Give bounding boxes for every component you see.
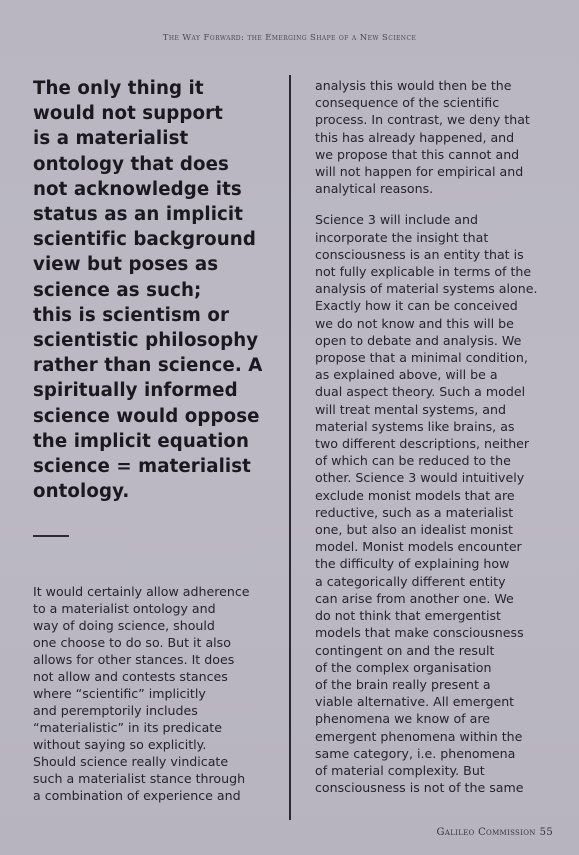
body-line: analysis this would then be the	[315, 78, 512, 93]
body-line: as explained above, will be a	[315, 367, 498, 383]
pull-quote-line: this is scientism or	[33, 304, 230, 326]
body-line: reductive, such as a materialist	[315, 504, 514, 520]
body-line: of the brain really present a	[315, 676, 491, 692]
body-line: one choose to do so. But it also	[33, 635, 231, 650]
body-line: of the complex organisation	[315, 659, 492, 675]
body-line: consequence of the scientific	[315, 95, 500, 111]
body-line: do not think that emergentist	[315, 608, 501, 624]
body-line: analytical reasons.	[315, 181, 434, 197]
right-column-text	[315, 77, 540, 810]
pull-quote-line: would not support	[33, 103, 223, 125]
body-line: Should science really vindicate	[33, 754, 229, 769]
pull-quote-line: The only thing it	[33, 78, 204, 99]
page-footer	[437, 827, 553, 838]
body-line: the difficulty of explaining how	[315, 556, 510, 572]
pull-quote-line: science as such;	[33, 279, 202, 301]
pull-quote-line: ontology.	[33, 481, 130, 503]
body-line: contingent on and the result	[315, 642, 495, 658]
body-line: dual aspect theory. Such a model	[315, 384, 526, 400]
pull-quote-line: rather than science. A	[33, 355, 263, 377]
body-line: one, but also an idealist monist	[315, 522, 513, 538]
section-dash-divider	[33, 535, 69, 537]
body-line: open to debate and analysis. We	[315, 332, 522, 348]
body-line: Exactly how it can be conceived	[315, 298, 518, 314]
body-line: will not happen for empirical and	[315, 164, 524, 180]
body-line: material systems like brains, as	[315, 418, 515, 434]
body-line: “materialistic” in its predicate	[33, 720, 222, 735]
body-line: same category, i.e. phenomena	[315, 745, 516, 761]
running-header: The Way Forward: the Emerging Shape of a New Science	[162, 33, 417, 43]
body-line: propose that a minimal condition,	[315, 350, 528, 366]
column-divider-rule	[289, 75, 291, 820]
page-number: 55	[539, 827, 553, 838]
publication-name: Galileo Commission	[436, 827, 536, 838]
paragraph	[315, 211, 540, 796]
body-line: allows for other stances. It does	[33, 652, 235, 667]
pull-quote-line: science = materialist	[33, 456, 251, 478]
body-line: Science 3 will include and	[315, 212, 478, 228]
body-line: without saying so explicitly.	[33, 737, 207, 752]
body-line: not fully explicable in terms of the	[315, 264, 532, 280]
body-line: not allow and contests stances	[33, 669, 228, 684]
pull-quote-line: view but poses as	[33, 254, 219, 276]
pull-quote	[33, 76, 273, 504]
body-line: a categorically different entity	[315, 573, 506, 589]
body-line: where “scientific” implicitly	[33, 686, 206, 701]
paragraph	[315, 77, 540, 197]
pull-quote-line: ontology that does	[33, 153, 229, 175]
body-line: and peremptorily includes	[33, 703, 198, 718]
pull-quote-line: scientific background	[33, 229, 256, 251]
body-line: we do not know and this will be	[315, 315, 514, 331]
body-line: phenomena we know of are	[315, 711, 490, 727]
body-line: such a materialist stance through	[33, 771, 246, 786]
body-line: other. Science 3 would intuitively	[315, 470, 525, 486]
pull-quote-line: the implicit equation	[33, 430, 250, 452]
body-line: of which can be reduced to the	[315, 453, 511, 469]
body-line: of material complexity. But	[315, 762, 485, 778]
pull-quote-line: scientistic philosophy	[33, 330, 259, 352]
body-line: models that make consciousness	[315, 625, 524, 641]
pull-quote-line: spiritually informed	[33, 380, 238, 402]
pull-quote-line: status as an implicit	[33, 204, 244, 226]
body-line: way of doing science, should	[33, 618, 215, 633]
pull-quote-line: science would oppose	[33, 405, 260, 427]
body-line: two different descriptions, neither	[315, 436, 530, 452]
body-line: consciousness is an entity that is	[315, 246, 524, 262]
pull-quote-line: is a materialist	[33, 128, 189, 150]
body-line: incorporate the insight that	[315, 229, 489, 245]
body-line: we propose that this cannot and	[315, 146, 520, 162]
body-line: exclude monist models that are	[315, 487, 515, 503]
body-line: can arise from another one. We	[315, 590, 514, 606]
body-line: consciousness is not of the same	[315, 780, 524, 796]
body-line: viable alternative. All emergent	[315, 694, 515, 710]
body-line: a combination of experience and	[33, 788, 241, 803]
body-line: emergent phenomena within the	[315, 728, 523, 744]
body-line: process. In contrast, we deny that	[315, 112, 530, 128]
pull-quote-line: not acknowledge its	[33, 178, 242, 200]
body-line: model. Monist models encounter	[315, 539, 522, 555]
body-line: this has already happened, and	[315, 129, 515, 145]
body-line: will treat mental systems, and	[315, 401, 506, 417]
body-line: analysis of material systems alone.	[315, 281, 538, 297]
body-line: It would certainly allow adherence	[33, 584, 250, 599]
body-line: to a materialist ontology and	[33, 601, 216, 616]
left-body-text	[33, 583, 273, 804]
